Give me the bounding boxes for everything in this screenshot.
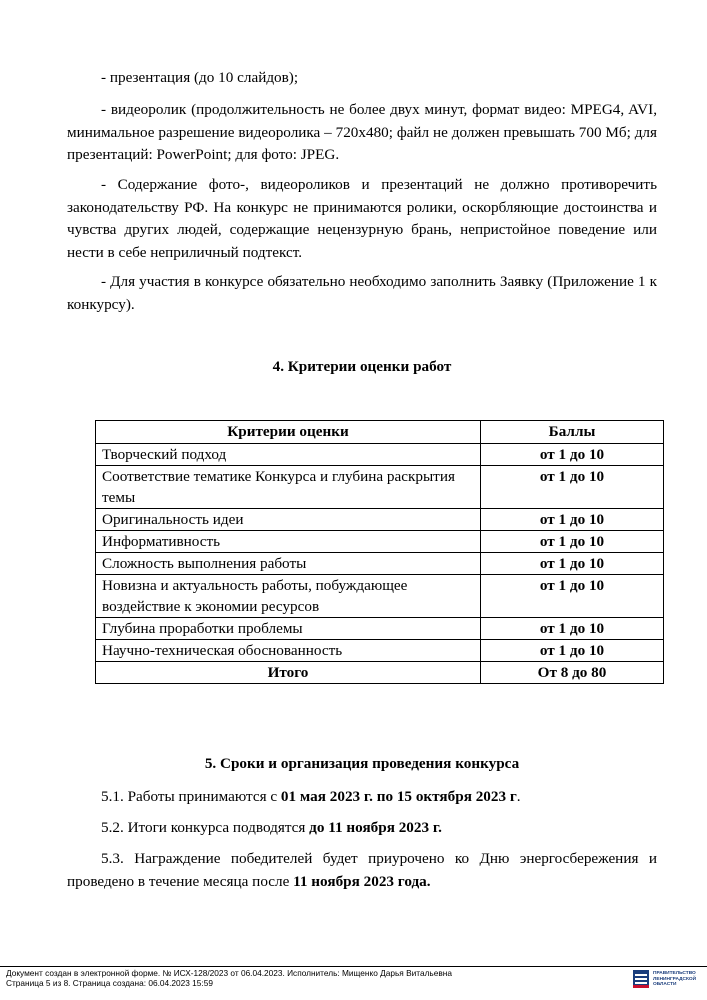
table-row — [96, 640, 664, 662]
item-5-1-suffix: . — [516, 788, 521, 805]
item-5-1-prefix: 5.1. Работы принимаются с — [101, 788, 281, 805]
score-cell: от 1 до 10 — [481, 618, 664, 640]
government-logo — [632, 969, 702, 991]
criterion-cell: Творческий подход — [96, 444, 481, 466]
footer-line-1: Документ создан в электронной форме. № ИСХ-128/2023 от 06.04.2023. Исполнитель: Мищенко Дарья Витальевна — [6, 968, 452, 978]
item-5-3-date: 11 ноября 2023 года. — [293, 872, 431, 890]
criterion-cell: Сложность выполнения работы — [96, 553, 481, 575]
bullet-presentation: - презентация (до 10 слайдов); — [101, 69, 299, 86]
criterion-cell: Новизна и актуальность работы, побуждающее воздействие к экономии ресурсов — [96, 575, 481, 618]
table-row — [96, 466, 664, 509]
item-5-3-prefix: 5.3. Награждение победителей будет приурочено ко Дню энергосбережения и проведено в течение месяца после — [67, 850, 657, 890]
score-cell: от 1 до 10 — [481, 466, 664, 509]
item-5-1 — [67, 786, 657, 809]
table-row — [96, 444, 664, 466]
item-5-3 — [67, 848, 657, 893]
logo-line-1: ПРАВИТЕЛЬСТВО — [653, 971, 696, 976]
table-row — [96, 509, 664, 531]
criterion-cell: Оригинальность идеи — [96, 509, 481, 531]
item-5-1-dates: 01 мая 2023 г. по 15 октября 2023 г — [280, 788, 517, 805]
bullet-application: - Для участия в конкурсе обязательно необходимо заполнить Заявку (Приложение 1 к конкурсу). — [67, 273, 657, 313]
table-row — [96, 531, 664, 553]
item-5-2 — [67, 817, 657, 840]
logo-line-2: ЛЕНИНГРАДСКОЙ — [653, 976, 697, 982]
score-cell: от 1 до 10 — [481, 640, 664, 662]
table-header-row — [96, 421, 664, 444]
bullet-video: - видеоролик (продолжительность не более двух минут, формат видео: MPEG4, AVI, минимальное разрешение видеоролика – 720х480; файл не должен превышать 700 Мб; для презентаций: PowerPoint; для фото: JPEG. — [67, 101, 657, 163]
score-cell: от 1 до 10 — [481, 444, 664, 466]
score-cell: от 1 до 10 — [481, 509, 664, 531]
logo-text — [653, 971, 696, 988]
table-row — [96, 575, 664, 618]
score-cell: от 1 до 10 — [481, 531, 664, 553]
header-criteria: Критерии оценки — [96, 421, 481, 444]
header-score: Баллы — [481, 421, 664, 444]
footer-text — [6, 968, 452, 988]
table-row — [96, 553, 664, 575]
total-score: От 8 до 80 — [481, 662, 664, 684]
section-5-title: 5. Сроки и организация проведения конкурса — [204, 755, 520, 772]
table-total-row — [96, 662, 664, 684]
criteria-table — [95, 420, 664, 684]
item-5-2-date: до 11 ноября 2023 г. — [309, 819, 442, 836]
government-emblem-icon — [632, 969, 650, 989]
table-row — [96, 618, 664, 640]
footer-divider — [0, 966, 707, 967]
score-cell: от 1 до 10 — [481, 553, 664, 575]
criterion-cell: Научно-техническая обоснованность — [96, 640, 481, 662]
criterion-cell: Соответствие тематике Конкурса и глубина раскрытия темы — [96, 466, 481, 509]
criterion-cell: Информативность — [96, 531, 481, 553]
score-cell: от 1 до 10 — [481, 575, 664, 618]
logo-line-3: ОБЛАСТИ — [653, 982, 677, 987]
bullet-content-rules: - Содержание фото-, видеороликов и презентаций не должно противоречить законодательству РФ. На конкурс не принимаются ролики, оскорбляющие достоинства и чувства других людей, содержащие нецензурную брань, непристойное поведение или нести в себе неприличный подтекст. — [67, 176, 657, 261]
total-label: Итого — [96, 662, 481, 684]
item-5-2-prefix: 5.2. Итоги конкурса подводятся — [101, 819, 310, 836]
section-4-title: 4. Критерии оценки работ — [272, 358, 452, 375]
criterion-cell: Глубина проработки проблемы — [96, 618, 481, 640]
footer-line-2: Страница 5 из 8. Страница создана: 06.04.2023 15:59 — [6, 978, 213, 988]
